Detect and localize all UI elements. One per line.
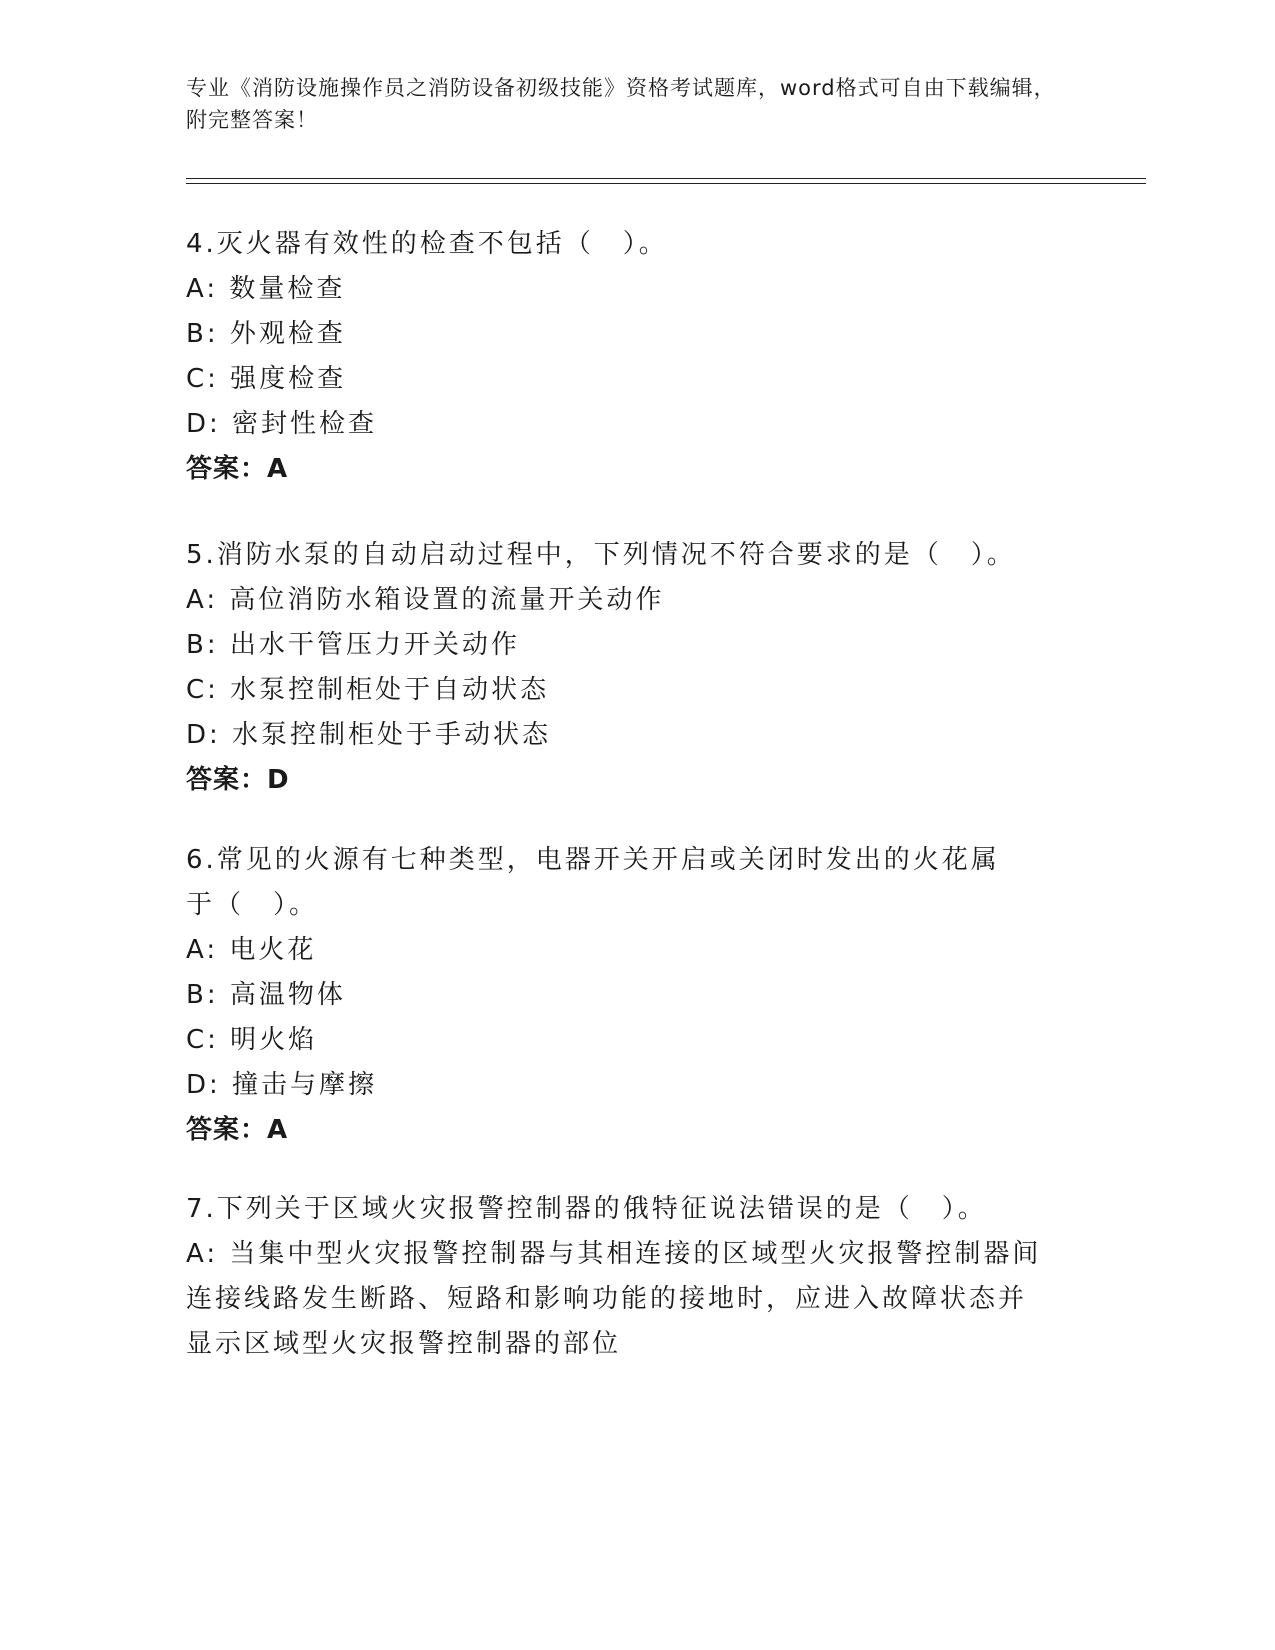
question-stem: 6.常见的火源有七种类型，电器开关开启或关闭时发出的火花属于（ ）。 (186, 845, 1000, 920)
option-b: B: 高温物体 (186, 980, 346, 1010)
option-b: B: 出水干管压力开关动作 (186, 630, 520, 660)
answer-value: D (267, 765, 290, 795)
option-c: C: 强度检查 (186, 364, 347, 394)
question-stem: 4.灭火器有效性的检查不包括（ ）。 (186, 229, 668, 259)
answer-label: 答案： (186, 1115, 268, 1145)
question-block (186, 533, 1066, 803)
option-a: A: 当集中型火灾报警控制器与其相连接的区域型火灾报警控制器间连接线路发生断路、短路和影响功能的接地时，应进入故障状态并显示区域型火灾报警控制器的部位 (186, 1239, 1042, 1359)
option-a: A: 电火花 (186, 935, 317, 965)
option-c: C: 水泵控制柜处于自动状态 (186, 675, 550, 705)
answer-line (186, 758, 1066, 803)
option-a: A: 高位消防水箱设置的流量开关动作 (186, 585, 665, 615)
option-c: C: 明火焰 (186, 1025, 318, 1055)
option-d: D: 水泵控制柜处于手动状态 (186, 720, 552, 750)
question-stem: 7.下列关于区域火灾报警控制器的俄特征说法错误的是（ ）。 (186, 1194, 987, 1224)
answer-value: A (267, 1115, 289, 1145)
question-block (186, 1187, 1046, 1367)
option-a: A: 数量检查 (186, 274, 346, 304)
option-d: D: 密封性检查 (186, 409, 378, 439)
document-header: 专业《消防设施操作员之消防设备初级技能》资格考试题库，word格式可自由下载编辑，附完整答案！ (186, 76, 1056, 132)
option-d: D: 撞击与摩擦 (186, 1070, 378, 1100)
question-block (186, 838, 1026, 1153)
header-divider-top (186, 178, 1146, 179)
answer-label: 答案： (186, 454, 268, 484)
answer-label: 答案： (186, 765, 268, 795)
answer-line (186, 1108, 1026, 1153)
option-b: B: 外观检查 (186, 319, 346, 349)
header-divider-bottom (186, 183, 1146, 184)
answer-line (186, 447, 1066, 492)
answer-value: A (267, 454, 289, 484)
question-stem: 5.消防水泵的自动启动过程中，下列情况不符合要求的是（ ）。 (186, 540, 1016, 570)
question-block (186, 222, 1066, 492)
